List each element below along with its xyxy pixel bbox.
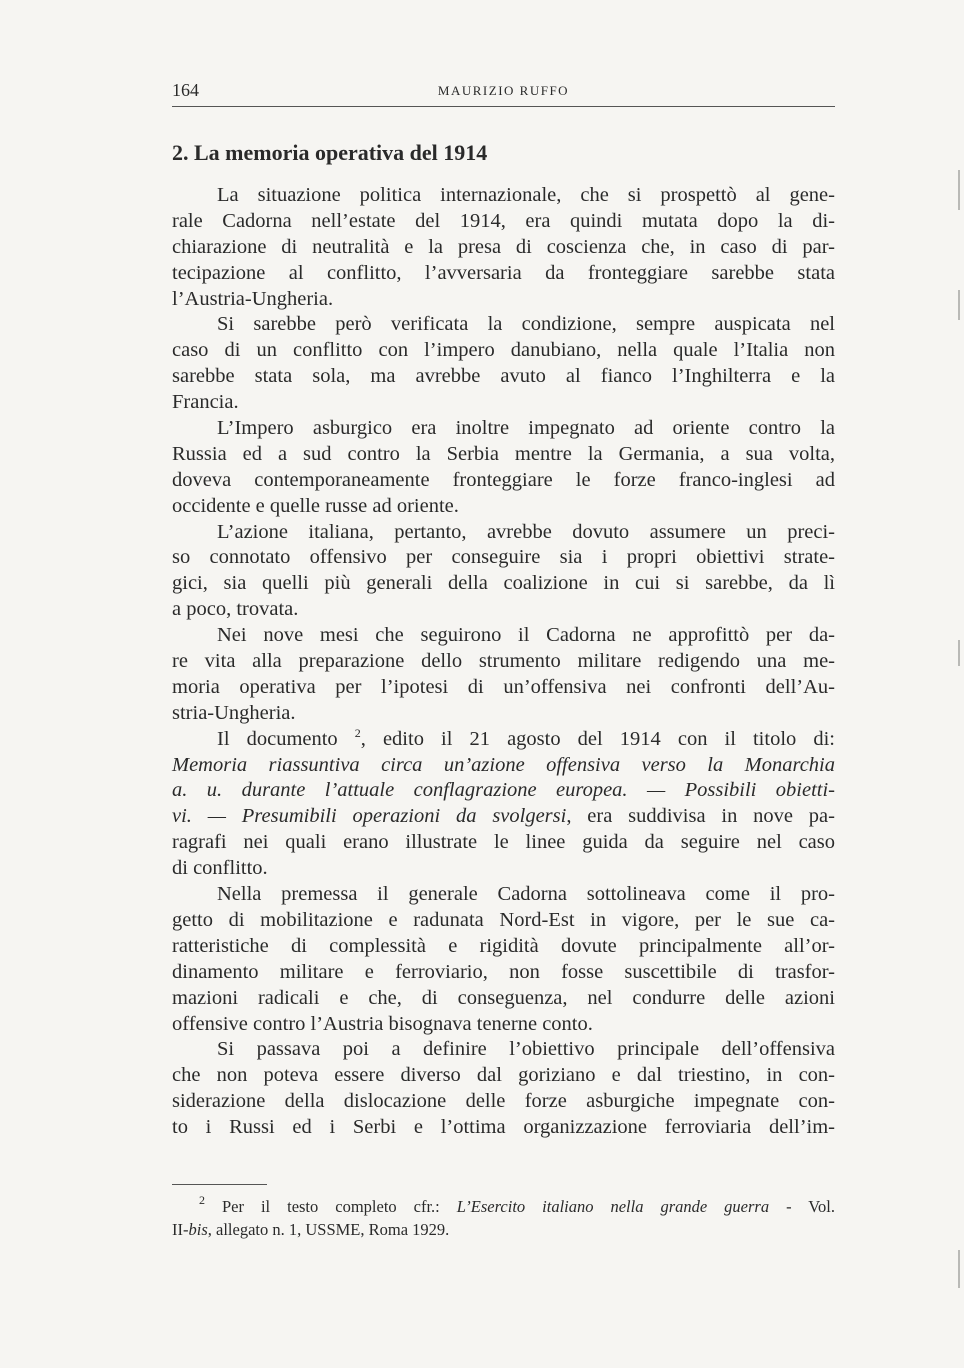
text-line: La situazione politica internazionale, che si prospettò al gene-	[217, 184, 835, 206]
text-run: II-	[172, 1220, 189, 1239]
document-title: vi. — Presumibili operazioni da svolgersi	[172, 805, 567, 828]
running-head: MAURIZIO RUFFO	[437, 83, 570, 98]
text-line: tecipazione al conflitto, l’avversaria da fronteggiare sarebbe stata	[172, 261, 835, 284]
text-line: a poco, trovata.	[172, 598, 299, 621]
text-line	[172, 753, 835, 779]
text-line: sarebbe stata sola, ma avrebbe avuto al fianco l’Inghilterra e la	[172, 365, 835, 388]
text-line	[172, 778, 835, 804]
text-line: siderazione della dislocazione delle forze asburgiche impegnate con-	[172, 1090, 835, 1113]
text-run: , allegato n. 1, USSME, Roma 1929.	[207, 1220, 450, 1239]
text-line: Nei nove mesi che seguirono il Cadorna ne approfittò per da-	[217, 624, 835, 647]
scan-edge-mark	[958, 290, 960, 320]
text-line: mazioni radicali e che, di conseguenza, nel condurre delle azioni	[172, 986, 835, 1009]
text-line: L’Impero asburgico era inoltre impegnato ad oriente contro la	[217, 417, 835, 440]
text-run: Per il testo completo cfr.:	[205, 1197, 457, 1216]
text-line: occidente e quelle russe ad oriente.	[172, 494, 459, 517]
document-title: a. u. durante l’attuale conflagrazione europea. — Possibili obietti-	[172, 779, 835, 802]
text-line: dinamento militare e ferroviario, non fosse suscettibile di trasfor-	[172, 960, 835, 983]
text-line: Francia.	[172, 391, 239, 414]
text-line: offensive contro l’Austria bisognava tenerne conto.	[172, 1012, 593, 1035]
text-line: di conflitto.	[172, 857, 268, 880]
text-line: Si sarebbe però verificata la condizione, sempre auspicata nel	[217, 313, 835, 336]
text-line: so connotato offensivo per conseguire sia i propri obiettivi strate-	[172, 546, 835, 569]
text-line: chiarazione di neutralità e la presa di coscienza che, in caso di par-	[172, 235, 835, 258]
text-line: doveva contemporaneamente fronteggiare le forze franco-inglesi ad	[172, 468, 835, 491]
text-line: che non poteva essere diverso dal goriziano e dal triestino, in con-	[172, 1064, 835, 1087]
text-run: , era suddivisa in nove pa-	[566, 805, 835, 828]
text-line	[172, 804, 835, 830]
footnote-marker: 2	[199, 1193, 205, 1207]
footnote-rule	[172, 1184, 267, 1185]
scan-edge-mark	[958, 1250, 960, 1288]
text-line: to i Russi ed i Serbi e l’ottima organizzazione ferroviaria dell’im-	[172, 1116, 835, 1139]
text-line: ragrafi nei quali erano illustrate le linee guida da seguire nel caso	[172, 831, 835, 854]
section-title: 2. La memoria operativa del 1914	[172, 140, 488, 165]
scan-edge-mark	[958, 170, 960, 210]
text-line: re vita alla preparazione dello strumento militare redigendo una me-	[172, 650, 835, 673]
page-header	[172, 80, 835, 106]
body-text	[172, 183, 835, 1141]
text-line: L’azione italiana, pertanto, avrebbe dovuto assumere un preci-	[217, 520, 835, 543]
text-run: Il documento	[217, 727, 355, 750]
text-line: rale Cadorna nell’estate del 1914, era quindi mutata dopo la di-	[172, 209, 835, 232]
header-rule	[172, 106, 835, 107]
text-line: Nella premessa il generale Cadorna sottolineava come il pro-	[217, 883, 835, 906]
footnote-line	[172, 1218, 835, 1241]
text-run: - Vol.	[769, 1197, 835, 1216]
footnote-ref: 2	[354, 725, 361, 740]
text-line: caso di un conflitto con l’impero danubiano, nella quale l’Italia non	[172, 339, 835, 362]
text-run-italic: bis	[188, 1220, 208, 1239]
text-run: , edito il 21 agosto del 1914 con il titolo di:	[360, 727, 835, 750]
footnote-line	[172, 1195, 835, 1218]
text-line: stria-Ungheria.	[172, 701, 296, 724]
document-title: Memoria riassuntiva circa un’azione offensiva verso la Monarchia	[172, 753, 835, 776]
text-line: gici, sia quelli più generali della coalizione in cui si sarebbe, da lì	[172, 572, 835, 595]
page-number: 164	[172, 80, 199, 100]
text-line: moria operativa per l’ipotesi di un’offensiva nei confronti dell’Au-	[172, 675, 835, 698]
text-line: ratteristiche di complessità e rigidità dovute principalmente all’or-	[172, 934, 835, 957]
text-line: l’Austria-Ungheria.	[172, 287, 334, 310]
cited-title: L’Esercito italiano nella grande guerra	[456, 1197, 770, 1216]
scan-edge-mark	[958, 640, 960, 666]
footnote	[172, 1195, 835, 1241]
text-line: Si passava poi a definire l’obiettivo principale dell’offensiva	[217, 1038, 835, 1061]
text-line: getto di mobilitazione e radunata Nord-Est in vigore, per le sue ca-	[172, 908, 835, 931]
text-line	[172, 727, 835, 753]
text-line: Russia ed a sud contro la Serbia mentre la Germania, a sua volta,	[172, 442, 835, 465]
